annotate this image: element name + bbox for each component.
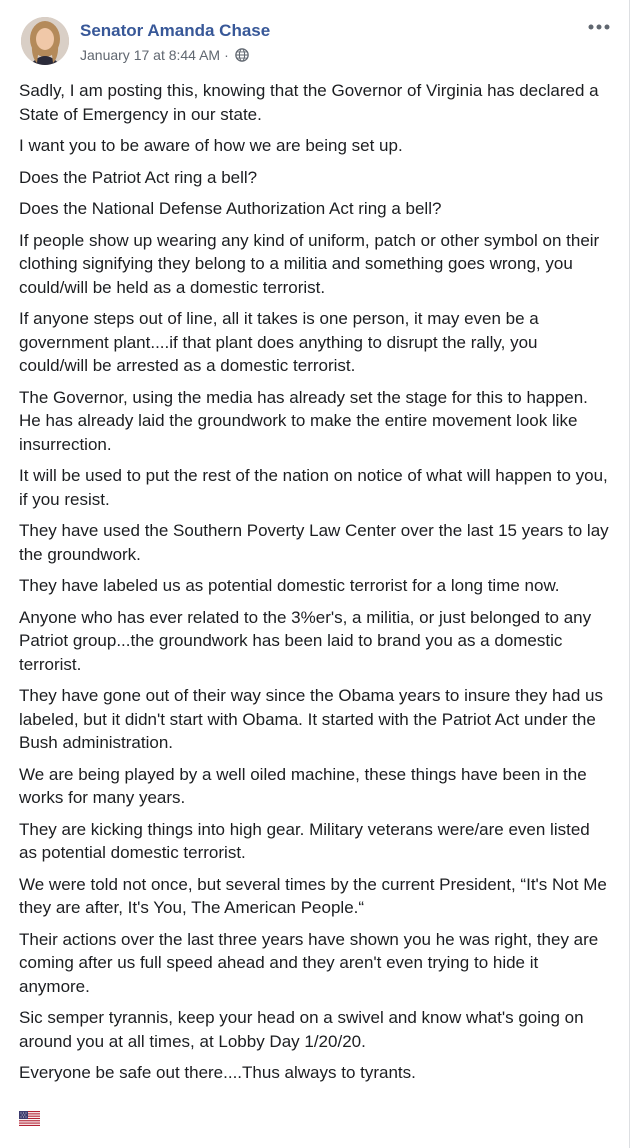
post-meta bbox=[80, 47, 249, 63]
us-flag-emoji bbox=[19, 1111, 40, 1126]
post-paragraph: Everyone be safe out there....Thus always to tyrants. bbox=[19, 1063, 416, 1082]
avatar-photo bbox=[21, 17, 69, 65]
post-paragraph: I want you to be aware of how we are being set up. bbox=[19, 136, 403, 155]
post-paragraph: It will be used to put the rest of the nation on notice of what will happen to you, if you resist. bbox=[19, 466, 608, 509]
post-paragraph: They are kicking things into high gear. Military veterans were/are even listed as potential domestic terrorist. bbox=[19, 819, 590, 862]
post-paragraph: If anyone steps out of line, all it takes is one person, it may even be a government plant....if that plant does anything to disrupt the rally, you could/will be arrested as a domestic terrorist. bbox=[19, 309, 539, 375]
globe-icon[interactable] bbox=[235, 48, 249, 62]
more-options-icon[interactable] bbox=[587, 23, 611, 37]
post-timestamp[interactable]: January 17 at 8:44 AM bbox=[80, 47, 221, 63]
post-paragraph: They have used the Southern Poverty Law Center over the last 15 years to lay the groundwork. bbox=[19, 521, 609, 564]
post-header bbox=[21, 17, 611, 69]
post-paragraph: Anyone who has ever related to the 3%er's, a militia, or just belonged to any Patriot group...the groundwork has been laid to brand you as a domestic terrorist. bbox=[19, 607, 592, 674]
meta-separator: · bbox=[224, 47, 229, 63]
author-name[interactable]: Senator Amanda Chase bbox=[80, 21, 271, 40]
post-paragraph: They have labeled us as potential domestic terrorist for a long time now. bbox=[19, 576, 560, 595]
post-paragraph: They have gone out of their way since the Obama years to insure they had us labeled, but it didn't start with Obama. It started with the Patriot Act under the Bush administration. bbox=[19, 686, 604, 752]
post-paragraph: Does the Patriot Act ring a bell? bbox=[19, 167, 258, 187]
post-paragraph: If people show up wearing any kind of uniform, patch or other symbol on their clothing signifying they belong to a militia and something goes wrong, you could/will be held as a domestic terrorist. bbox=[19, 230, 600, 297]
post-paragraph: Sic semper tyrannis, keep your head on a swivel and know what's going on around you at all times, at Lobby Day 1/20/20. bbox=[19, 1008, 584, 1051]
post-paragraph: Does the National Defense Authorization Act ring a bell? bbox=[19, 199, 442, 218]
post-paragraph: We are being played by a well oiled machine, these things have been in the works for many years. bbox=[19, 764, 587, 807]
avatar[interactable] bbox=[21, 17, 69, 65]
post-body bbox=[19, 79, 611, 1093]
post-paragraph: The Governor, using the media has already set the stage for this to happen. He has already laid the groundwork to make the entire movement look like insurrection. bbox=[19, 387, 588, 454]
post-paragraph: Sadly, I am posting this, knowing that the Governor of Virginia has declared a State of Emergency in our state. bbox=[19, 81, 599, 124]
post-paragraph: We were told not once, but several times by the current President, “It's Not Me they are after, It's You, The American People.“ bbox=[19, 874, 607, 917]
post-paragraph: Their actions over the last three years have shown you he was right, they are coming after us full speed ahead and they aren't even trying to hide it anymore. bbox=[19, 929, 599, 996]
